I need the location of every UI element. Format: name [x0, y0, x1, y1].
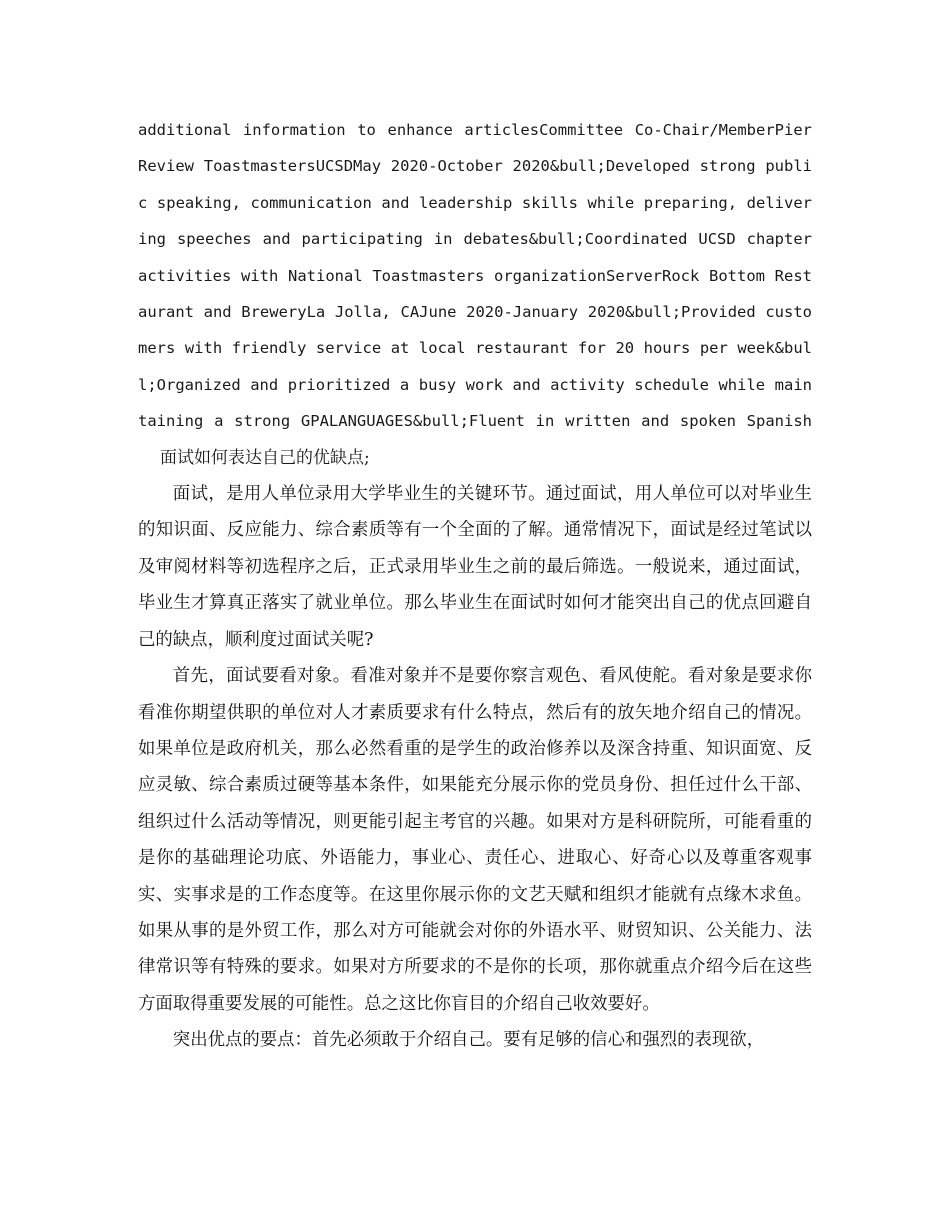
resume-english-content: additional information to enhance articlesCommittee Co-Chair/MemberPier Review ToastmastersUCSDMay 2020-October 2020&bull;Developed strong public speaking, communication and leadership skills while preparing, delivering speeches and participating in debates&bull;Coordinated UCSD chapter activities with National Toastmasters organizationServerRock Bottom Restaurant and BreweryLa Jolla, CAJune 2020-January 2020&bull;Provided customers with friendly service at local restaurant for 20 hours per week&bull;Organized and prioritized a busy work and activity schedule while maintaining a strong GPALANGUAGES&bull;Fluent in written and spoken Spanish: [138, 121, 812, 431]
section-heading-strengths-weaknesses: 面试如何表达自己的优缺点;: [160, 447, 370, 468]
paragraph-highlight-strengths: 突出优点的要点：首先必须敢于介绍自己。要有足够的信心和强烈的表现欲，: [172, 1030, 765, 1051]
document-body: [138, 112, 812, 1059]
paragraph-interview-intro: 面试，是用人单位录用大学毕业生的关键环节。通过面试，用人单位可以对毕业生的知识面、反应能力、综合素质等有一个全面的了解。通常情况下，面试是经过笔试以及审阅材料等初选程序之后，正式录用毕业生之前的最后筛选。一般说来，通过面试，毕业生才算真正落实了就业单位。那么毕业生在面试时如何才能突出自己的优点回避自己的缺点，顺利度过面试关呢?: [138, 484, 812, 650]
paragraph-know-your-audience: 首先，面试要看对象。看准对象并不是要你察言观色、看风使舵。看对象是要求你看准你期望供职的单位对人才素质要求有什么特点，然后有的放矢地介绍自己的情况。如果单位是政府机关，那么必然看重的是学生的政治修养以及深含持重、知识面宽、反应灵敏、综合素质过硬等基本条件，如果能充分展示你的党员身份、担任过什么干部、组织过什么活动等情况，则更能引起主考官的兴趣。如果对方是科研院所，可能看重的是你的基础理论功底、外语能力，事业心、责任心、进取心、好奇心以及尊重客观事实、实事求是的工作态度等。在这里你展示你的文艺天赋和组织才能就有点缘木求鱼。如果从事的是外贸工作，那么对方可能就会对你的外语水平、财贸知识、公关能力、法律常识等有特殊的要求。如果对方所要求的不是你的长项，那你就重点介绍今后在这些方面取得重要发展的可能性。总之这比你盲目的介绍自己收效要好。: [138, 666, 812, 1014]
resume-english-text: [138, 112, 812, 476]
